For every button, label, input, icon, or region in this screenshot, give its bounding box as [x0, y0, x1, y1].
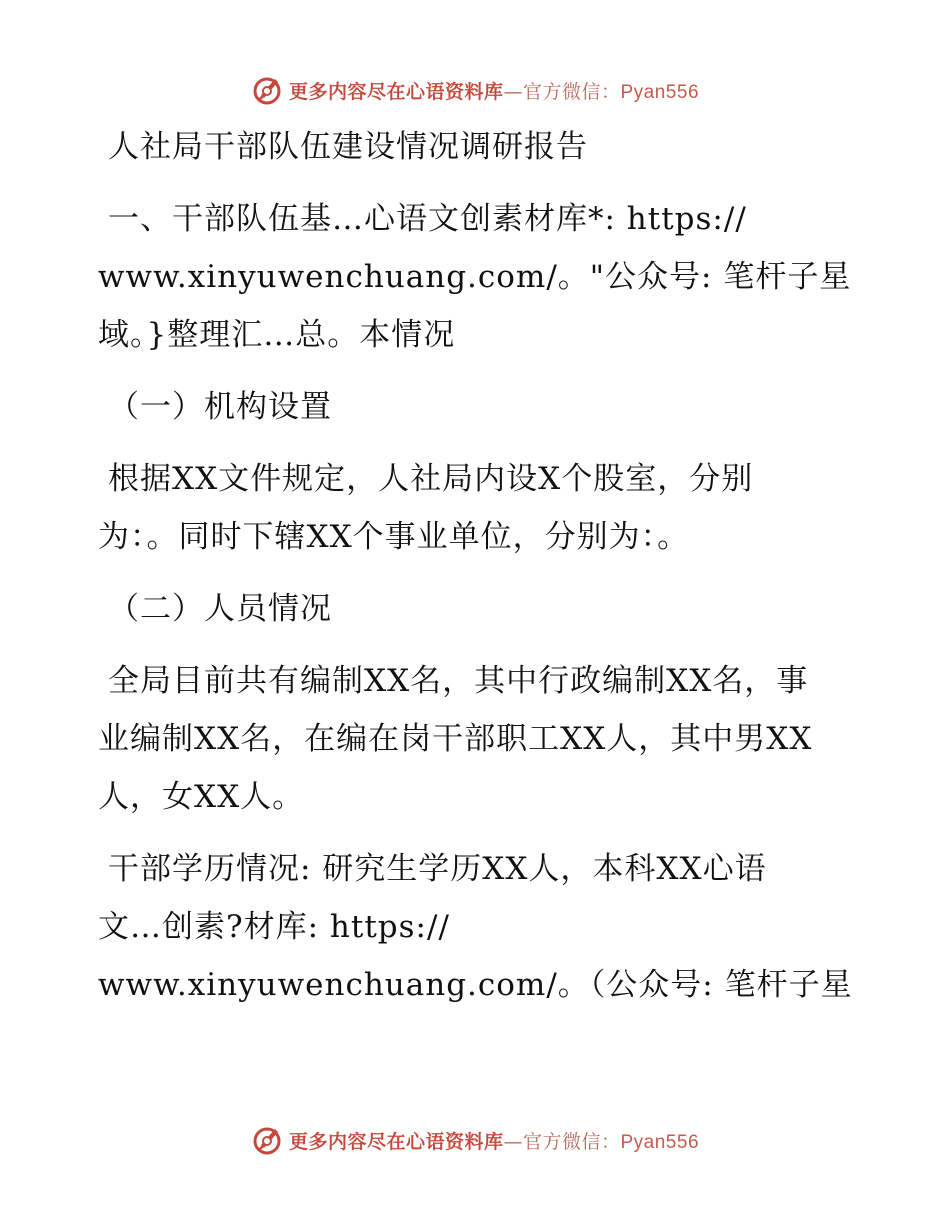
footer-banner-official-label: 官方微信： — [522, 1130, 621, 1153]
subsection-2-paragraph-1 — [98, 652, 868, 826]
document-body — [98, 118, 868, 1014]
subsection-1-paragraph — [98, 450, 868, 566]
header-banner — [0, 70, 950, 110]
footer-banner-text — [289, 1127, 699, 1154]
quill-seal-icon — [251, 73, 285, 107]
subsection-2 — [98, 580, 868, 638]
section-1-line-2: www.xinyuwenchuang.com/。"公众号: 笔杆子星 — [98, 259, 852, 295]
subsection-2-p2-line-1: 干部学历情况: 研究生学历XX人，本科XX心语 — [108, 851, 767, 887]
subsection-2-p2-line-2: 文…创素?材库: https:// — [98, 909, 450, 945]
footer-banner — [0, 1120, 950, 1160]
subsection-1 — [98, 378, 868, 436]
footer-banner-main-text: 更多内容尽在心语资料库 — [288, 1130, 504, 1153]
banner-wechat-id: Pyan556 — [620, 81, 700, 103]
banner-main-text: 更多内容尽在心语资料库 — [288, 80, 504, 103]
section-1 — [98, 190, 868, 364]
banner-official-label: 官方微信： — [522, 80, 621, 103]
subsection-1-line-1: 根据XX文件规定，人社局内设X个股室，分别 — [108, 461, 754, 497]
quill-seal-icon — [251, 1123, 285, 1157]
footer-banner-wechat-id: Pyan556 — [620, 1131, 700, 1153]
banner-dash: — — [503, 80, 523, 103]
banner-text — [289, 77, 699, 104]
subsection-2-p2-line-3: www.xinyuwenchuang.com/。（公众号: 笔杆子星 — [98, 967, 853, 1003]
document-title: 人社局干部队伍建设情况调研报告 — [108, 129, 588, 165]
subsection-2-p1-line-3: 人，女XX人。 — [98, 779, 305, 815]
subsection-2-p1-line-1: 全局目前共有编制XX名，其中行政编制XX名，事 — [108, 663, 809, 699]
section-1-line-3: 域。}整理汇…总。本情况 — [98, 317, 456, 353]
subsection-2-paragraph-2 — [98, 840, 868, 1014]
subsection-2-heading: （二）人员情况 — [108, 591, 332, 627]
subsection-1-heading: （一）机构设置 — [108, 389, 332, 425]
section-1-line-1: 一、干部队伍基…心语文创素材库*: https:// — [108, 201, 747, 237]
subsection-1-line-2: 为：。同时下辖XX个事业单位，分别为：。 — [98, 519, 690, 555]
subsection-2-p1-line-2: 业编制XX名，在编在岗干部职工XX人，其中男XX — [98, 721, 813, 757]
footer-banner-dash: — — [503, 1130, 523, 1153]
